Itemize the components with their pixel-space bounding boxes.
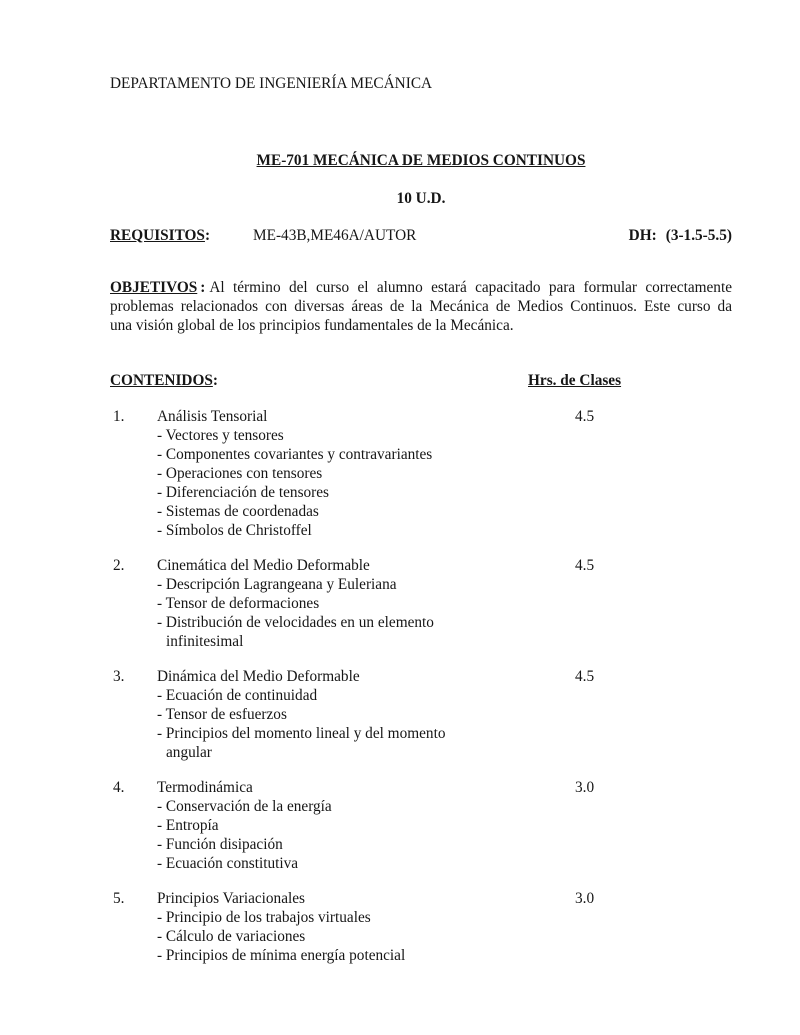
- topic-item: - Entropía: [157, 817, 219, 834]
- section-title: Dinámica del Medio Deformable: [157, 668, 360, 685]
- topic-item: - Descripción Lagrangeana y Euleriana: [157, 576, 397, 593]
- content-section: [110, 407, 732, 540]
- content-section: [110, 556, 732, 651]
- section-body: [157, 778, 575, 873]
- topic-item: - Principios del momento lineal y del momento: [157, 725, 446, 742]
- department-line: DEPARTAMENTO DE INGENIERÍA MECÁNICA: [110, 75, 433, 92]
- content-section: [110, 778, 732, 873]
- course-title: [110, 151, 732, 170]
- contenidos-label: CONTENIDOS: [110, 372, 213, 389]
- section-body: [157, 407, 575, 540]
- objetivos-line-1: [110, 278, 732, 297]
- section-body: [157, 556, 575, 651]
- section-title: Termodinámica: [157, 779, 253, 796]
- section-number: 1.: [113, 408, 125, 425]
- section-number: 2.: [113, 557, 125, 574]
- section-body: [157, 889, 575, 965]
- section-hours: 4.5: [575, 557, 595, 574]
- dh-value: (3-1.5-5.5): [665, 227, 732, 244]
- section-number: 5.: [113, 890, 125, 907]
- course-title-text: ME-701 MECÁNICA DE MEDIOS CONTINUOS: [256, 152, 586, 169]
- section-items: [157, 686, 575, 762]
- topic-item: - Componentes covariantes y contravariantes: [157, 446, 433, 463]
- topic-item: - Distribución de velocidades en un elemento: [157, 614, 434, 631]
- topic-item: - Símbolos de Christoffel: [157, 522, 312, 539]
- section-items: [157, 426, 575, 540]
- topic-item: - Conservación de la energía: [157, 798, 332, 815]
- requisitos-value: ME-43B,ME46A/AUTOR: [253, 227, 417, 244]
- topic-item: - Diferenciación de tensores: [157, 484, 330, 501]
- contents-sections: [110, 407, 732, 965]
- objetivos-text-1: Al término del curso el alumno estará capacitado para formular correctamente: [209, 279, 732, 296]
- topic-item: - Cálculo de variaciones: [157, 928, 306, 945]
- topic-item: - Ecuación de continuidad: [157, 687, 318, 704]
- section-hours: 4.5: [575, 668, 595, 685]
- topic-item: - Principios de mínima energía potencial: [157, 947, 406, 964]
- section-items: [157, 908, 575, 965]
- content-section: [110, 667, 732, 762]
- topic-item-continuation: angular: [166, 744, 212, 761]
- section-hours: 3.0: [575, 779, 595, 796]
- objetivos-label: OBJETIVOS: [110, 279, 198, 296]
- requisitos-label-cell: [110, 226, 253, 245]
- objetivos-line-2: problemas relacionados con diversas áreas de la Mecánica de Medios Continuos. Este curso da: [110, 298, 732, 315]
- section-number: 4.: [113, 779, 125, 796]
- requisitos-row: [110, 226, 732, 245]
- dh-label: DH:: [628, 227, 657, 244]
- section-title: Principios Variacionales: [157, 890, 305, 907]
- section-number: 3.: [113, 668, 125, 685]
- contenidos-colon: :: [212, 372, 218, 389]
- topic-item: - Tensor de deformaciones: [157, 595, 320, 612]
- section-items: [157, 575, 575, 651]
- topic-item: - Sistemas de coordenadas: [157, 503, 319, 520]
- section-body: [157, 667, 575, 762]
- section-title: Cinemática del Medio Deformable: [157, 557, 370, 574]
- section-hours: 3.0: [575, 890, 595, 907]
- topic-item: - Tensor de esfuerzos: [157, 706, 287, 723]
- topic-item: - Principio de los trabajos virtuales: [157, 909, 371, 926]
- hours-column-header: Hrs. de Clases: [528, 372, 622, 389]
- requisitos-label: REQUISITOS: [110, 227, 205, 244]
- topic-item: - Operaciones con tensores: [157, 465, 323, 482]
- objetivos-paragraph: [110, 278, 732, 335]
- dh-cell: [629, 226, 732, 245]
- content-section: [110, 889, 732, 965]
- objetivos-colon: :: [200, 279, 206, 296]
- section-title: Análisis Tensorial: [157, 408, 268, 425]
- topic-item-continuation: infinitesimal: [166, 633, 244, 650]
- topic-item: - Ecuación constitutiva: [157, 855, 299, 872]
- section-hours: 4.5: [575, 408, 595, 425]
- credits-line: 10 U.D.: [396, 190, 446, 207]
- topic-item: - Función disipación: [157, 836, 283, 853]
- section-items: [157, 797, 575, 873]
- topic-item: - Vectores y tensores: [157, 427, 284, 444]
- contenidos-header-row: [110, 371, 732, 390]
- requisitos-colon: :: [204, 227, 211, 244]
- objetivos-line-3: una visión global de los principios fundamentales de la Mecánica.: [110, 317, 514, 334]
